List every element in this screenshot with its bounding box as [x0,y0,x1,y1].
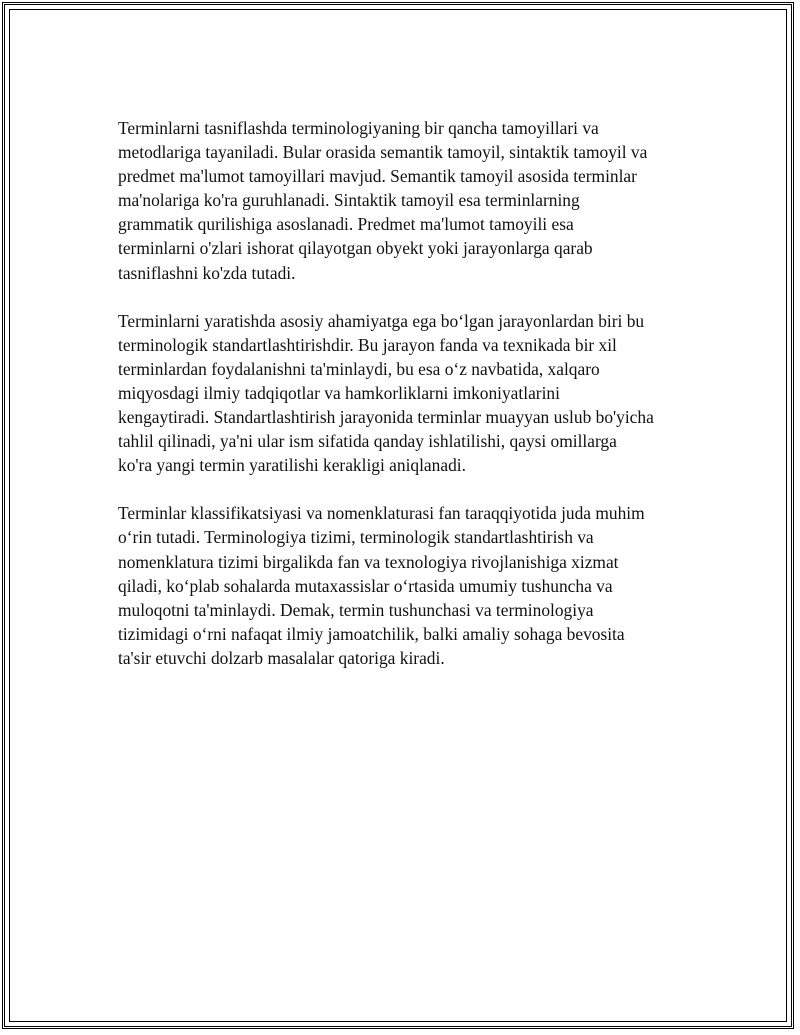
text-line: metodlariga tayaniladi. Bular orasida semantik tamoyil, sintaktik tamoyil va [118,142,648,163]
text-line: grammatik qurilishiga asoslanadi. Predmet ma'lumot tamoyili esa [118,214,574,235]
text-line: Terminlar klassifikatsiyasi va nomenklaturasi fan taraqqiyotida juda muhim [118,503,645,524]
text-line: nomenklatura tizimi birgalikda fan va texnologiya rivojlanishiga xizmat [118,551,619,572]
paragraph-3 [118,501,698,670]
text-line: ko'ra yangi termin yaratilishi kerakligi aniqlanadi. [118,455,466,476]
text-line: qiladi, ko‘plab sohalarda mutaxassislar o‘rtasida umumiy tushuncha va [118,575,613,596]
paragraph-2 [118,309,698,478]
text-line: ma'nolariga ko'ra guruhlanadi. Sintaktik tamoyil esa terminlarning [118,190,580,211]
text-line: muloqotni ta'minlaydi. Demak, termin tushunchasi va terminologiya [118,599,594,620]
text-line: Terminlarni tasniflashda terminologiyaning bir qancha tamoyillari va [118,118,599,138]
text-line: terminlardan foydalanishni ta'minlaydi, bu esa o‘z navbatida, xalqaro [118,358,600,379]
text-line: predmet ma'lumot tamoyillari mavjud. Semantik tamoyil asosida terminlar [118,166,637,187]
text-line: miqyosdagi ilmiy tadqiqotlar va hamkorliklarni imkoniyatlarini [118,382,560,403]
document-body [118,116,698,694]
text-line: Terminlarni yaratishda asosiy ahamiyatga ega bo‘lgan jarayonlardan biri bu [118,310,645,331]
text-line: o‘rin tutadi. Terminologiya tizimi, terminologik standartlashtirish va [118,527,594,548]
text-line: kengaytiradi. Standartlashtirish jarayonida terminlar muayyan uslub bo'yicha [118,407,654,428]
text-line: tizimidagi o‘rni nafaqat ilmiy jamoatchilik, balki amaliy sohaga bevosita [118,623,625,644]
text-line: terminologik standartlashtirishdir. Bu jarayon fanda va texnikada bir xil [118,334,617,355]
text-line: tahlil qilinadi, ya'ni ular ism sifatida qanday ishlatilishi, qaysi omillarga [118,431,617,452]
text-line: ta'sir etuvchi dolzarb masalalar qatoriga kiradi. [118,647,445,668]
text-line: tasniflashni ko'zda tutadi. [118,262,296,283]
text-line: terminlarni o'zlari ishorat qilayotgan obyekt yoki jarayonlarga qarab [118,238,593,259]
paragraph-1 [118,116,698,285]
